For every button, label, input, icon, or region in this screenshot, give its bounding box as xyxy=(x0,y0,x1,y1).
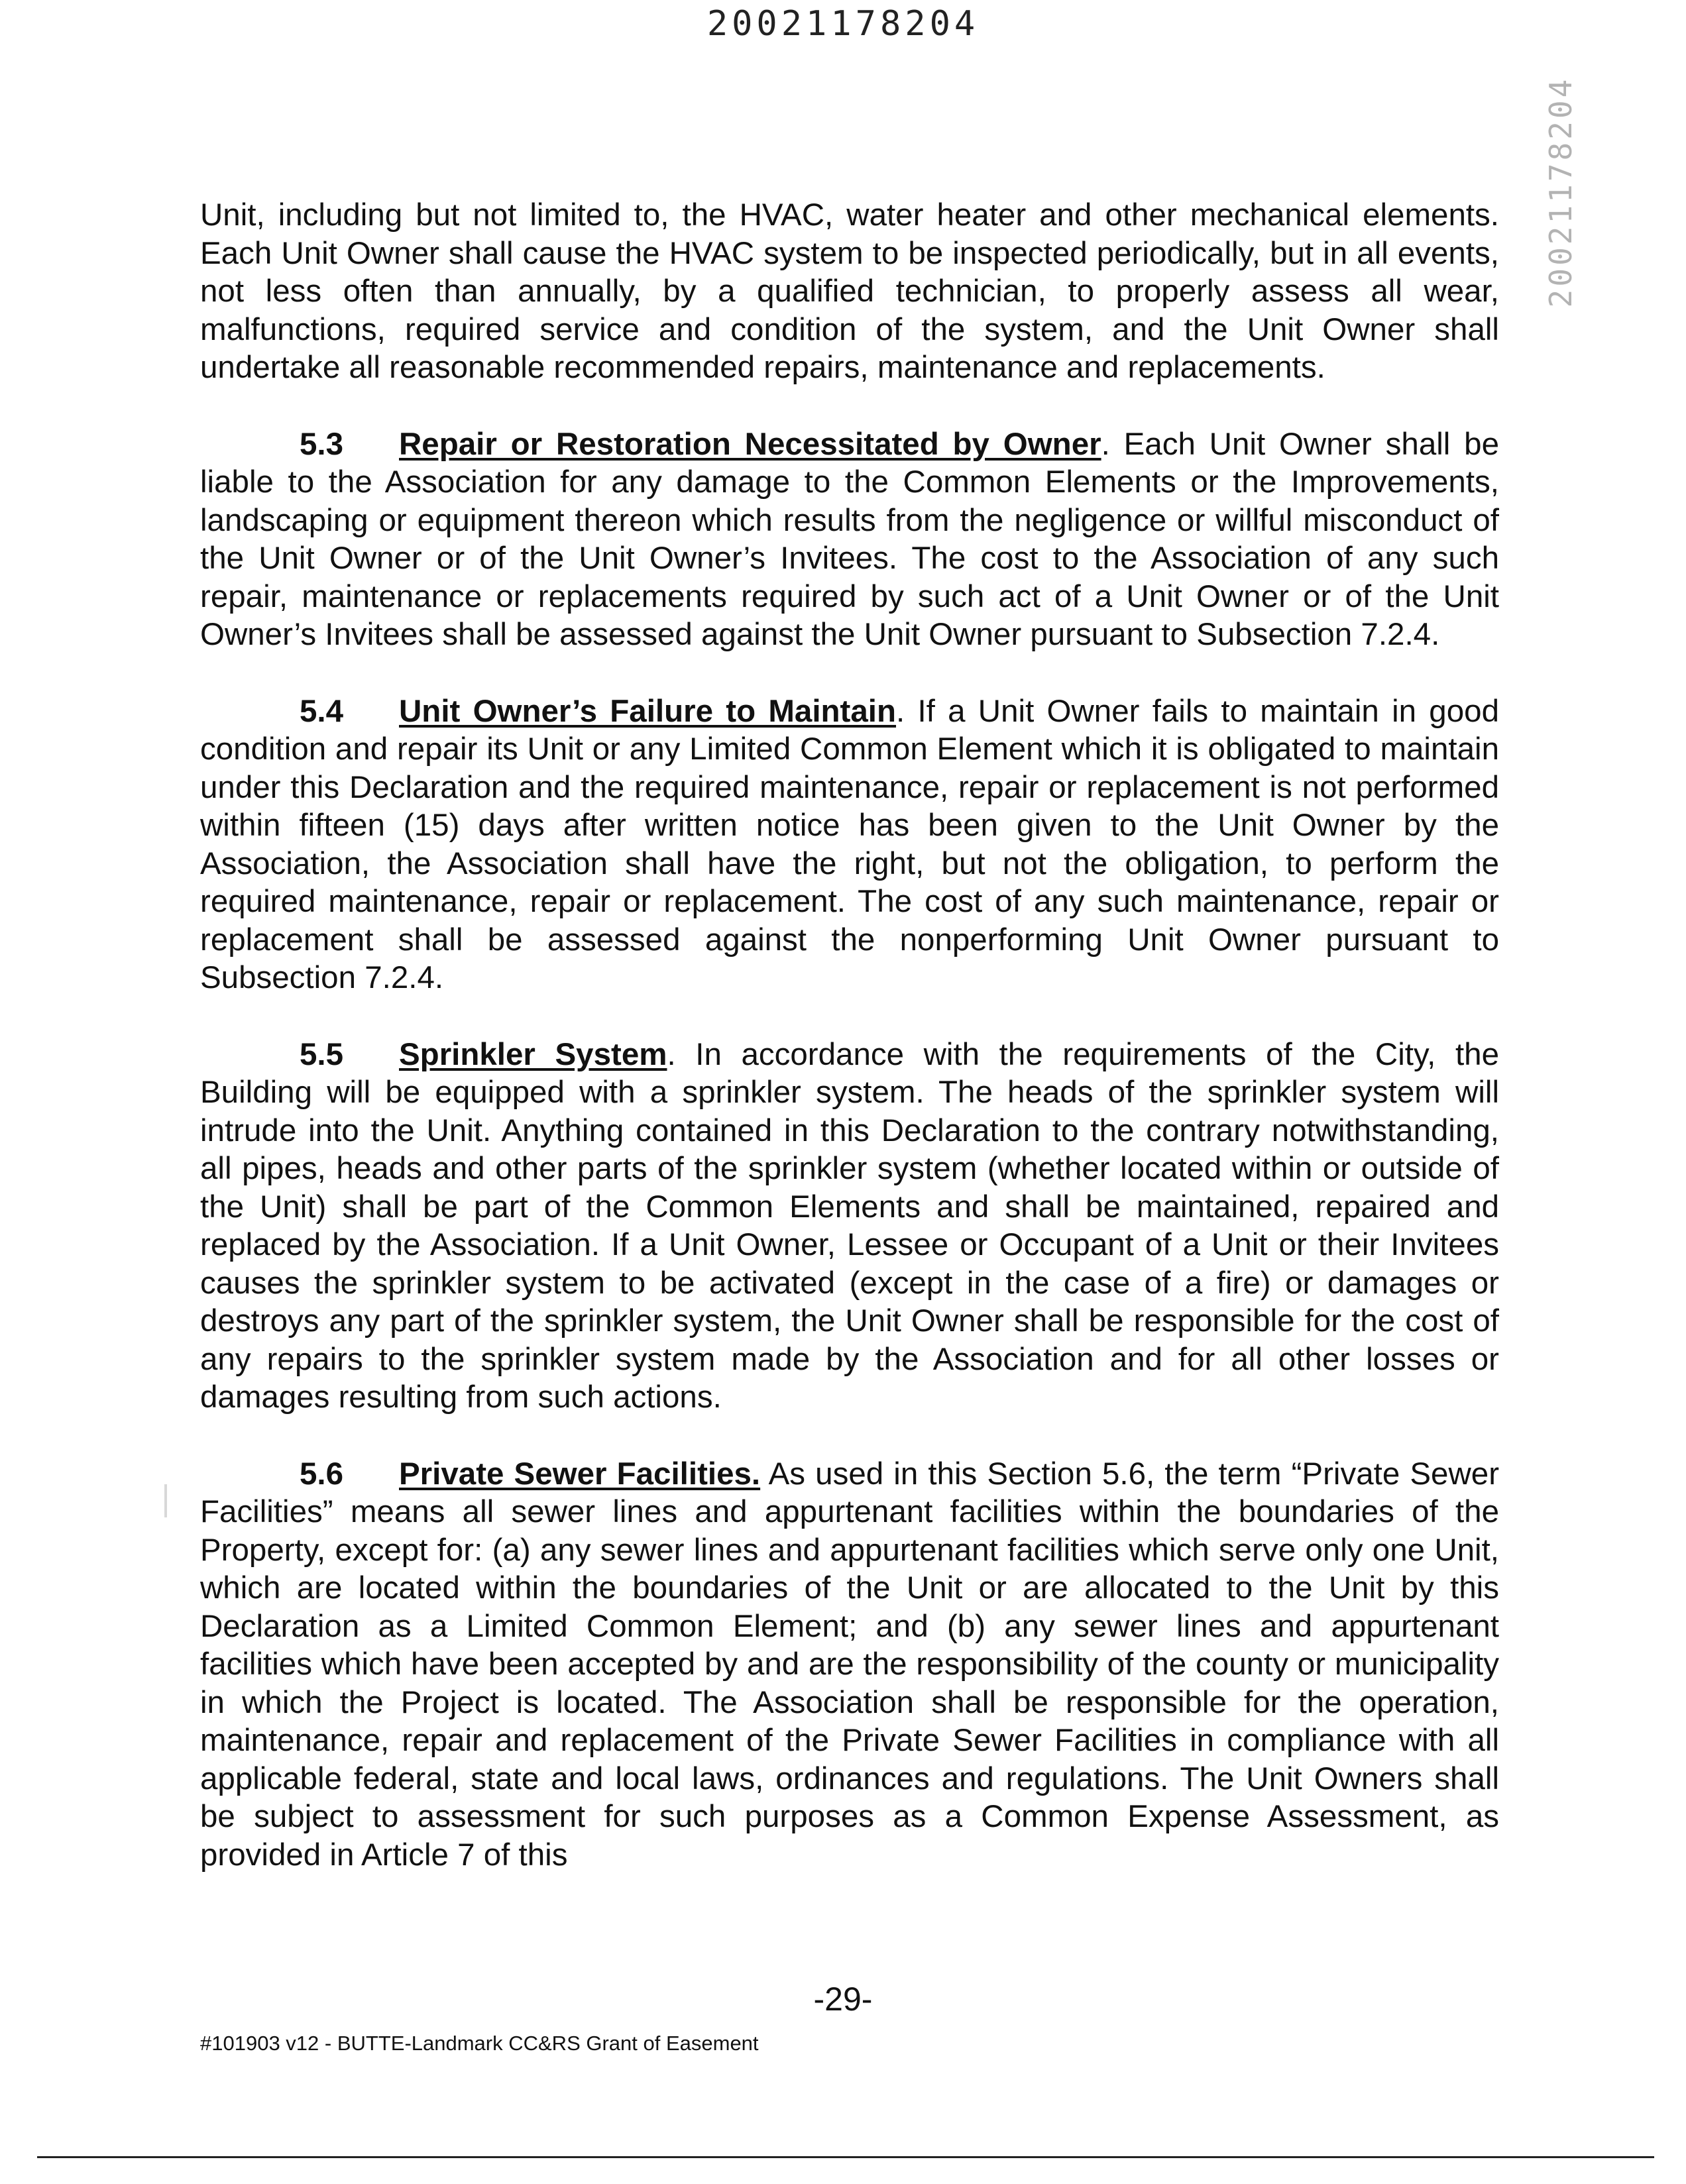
margin-scan-mark xyxy=(164,1484,167,1517)
section-title: Repair or Restoration Necessitated by Owner xyxy=(399,426,1101,462)
section-number: 5.3 xyxy=(300,426,344,462)
document-number: 20021178204 xyxy=(706,4,980,44)
section-number: 5.6 xyxy=(300,1456,344,1492)
section-5-4 xyxy=(200,692,1499,997)
section-number: 5.5 xyxy=(300,1036,344,1072)
section-text: Each Unit Owner shall be liable to the Association for any damage to the Common Elements or the Improvements, landscaping or equipment thereon which results from the negligence or willful misconduct of the Unit Owner or of the Unit Owner’s Invitees. The cost to the Association of any such repair, maintenance or replacements required by such act of a Unit Owner or of the Unit Owner’s Invitees shall be assessed against the Unit Owner pursuant to Subsection 7.2.4. xyxy=(200,426,1499,652)
continuation-paragraph: Unit, including but not limited to, the HVAC, water heater and other mechanical elements. Each Unit Owner shall cause the HVAC system to be inspected periodically, but in all events, not less often than annually, by a qualified technician, to properly assess all wear, malfunctions, required service and condition of the system, and the Unit Owner shall undertake all reasonable recommended repairs, maintenance and replacements. xyxy=(200,197,1499,385)
section-5-5 xyxy=(200,1036,1499,1417)
section-title: Sprinkler System xyxy=(399,1036,667,1072)
bottom-rule xyxy=(37,2156,1654,2158)
page-number: -29- xyxy=(813,1981,873,2018)
section-title: Unit Owner’s Failure to Maintain xyxy=(399,693,897,729)
side-recording-stamp xyxy=(1531,76,1591,308)
section-text: As used in this Section 5.6, the term “Private Sewer Facilities” means all sewer lines and appurtenant facilities within the boundaries of the Property, except for: (a) any sewer lines and appurtenant facilities which serve only one Unit, which are located within the boundaries of the Unit or are allocated to the Unit by this Declaration as a Limited Common Element; and (b) any sewer lines and appurtenant facilities which have been accepted by and are the responsibility of the county or municipality in which the Project is located. The Association shall be responsible for the operation, maintenance, repair and replacement of the Private Sewer Facilities in compliance with all applicable federal, state and local laws, ordinances and regulations. The Unit Owners shall be subject to assessment for such purposes as a Common Expense Assessment, as provided in Article 7 of this xyxy=(200,1456,1500,1873)
section-5-6 xyxy=(200,1455,1499,1875)
section-title-punct: . xyxy=(1101,426,1110,462)
section-number: 5.4 xyxy=(300,693,344,729)
section-title-punct: . xyxy=(896,693,905,729)
side-stamp-text: 20021178204 xyxy=(1543,76,1579,308)
section-title: Private Sewer Facilities. xyxy=(399,1456,761,1492)
section-text: In accordance with the requirements of the City, the Building will be equipped with a sprinkler system. The heads of the sprinkler system will intrude into the Unit. Anything contained in this Declaration to the contrary notwithstanding, all pipes, heads and other parts of the sprinkler system (whether located within or outside of the Unit) shall be part of the Common Elements and shall be maintained, repaired and replaced by the Association. If a Unit Owner, Lessee or Occupant of a Unit or their Invitees causes the sprinkler system to be activated (except in the case of a fire) or damages or destroys any part of the sprinkler system, the Unit Owner shall be responsible for the cost of any repairs to the sprinkler system made by the Association and for all other losses or damages resulting from such actions. xyxy=(200,1036,1499,1415)
section-text: If a Unit Owner fails to maintain in good condition and repair its Unit or any Limited Common Element which it is obligated to maintain under this Declaration and the required maintenance, repair or replacement is not performed within fifteen (15) days after written notice has been given to the Unit Owner by the Association, the Association shall have the right, but not the obligation, to perform the required maintenance, repair or replacement. The cost of any such maintenance, repair or replacement shall be assessed against the nonperforming Unit Owner pursuant to Subsection 7.2.4. xyxy=(200,693,1499,995)
section-title-punct: . xyxy=(667,1036,676,1072)
section-5-3 xyxy=(200,425,1499,654)
footer-document-reference: #101903 v12 - BUTTE-Landmark CC&RS Grant of Easement xyxy=(200,2032,759,2055)
document-body xyxy=(200,196,1499,1912)
